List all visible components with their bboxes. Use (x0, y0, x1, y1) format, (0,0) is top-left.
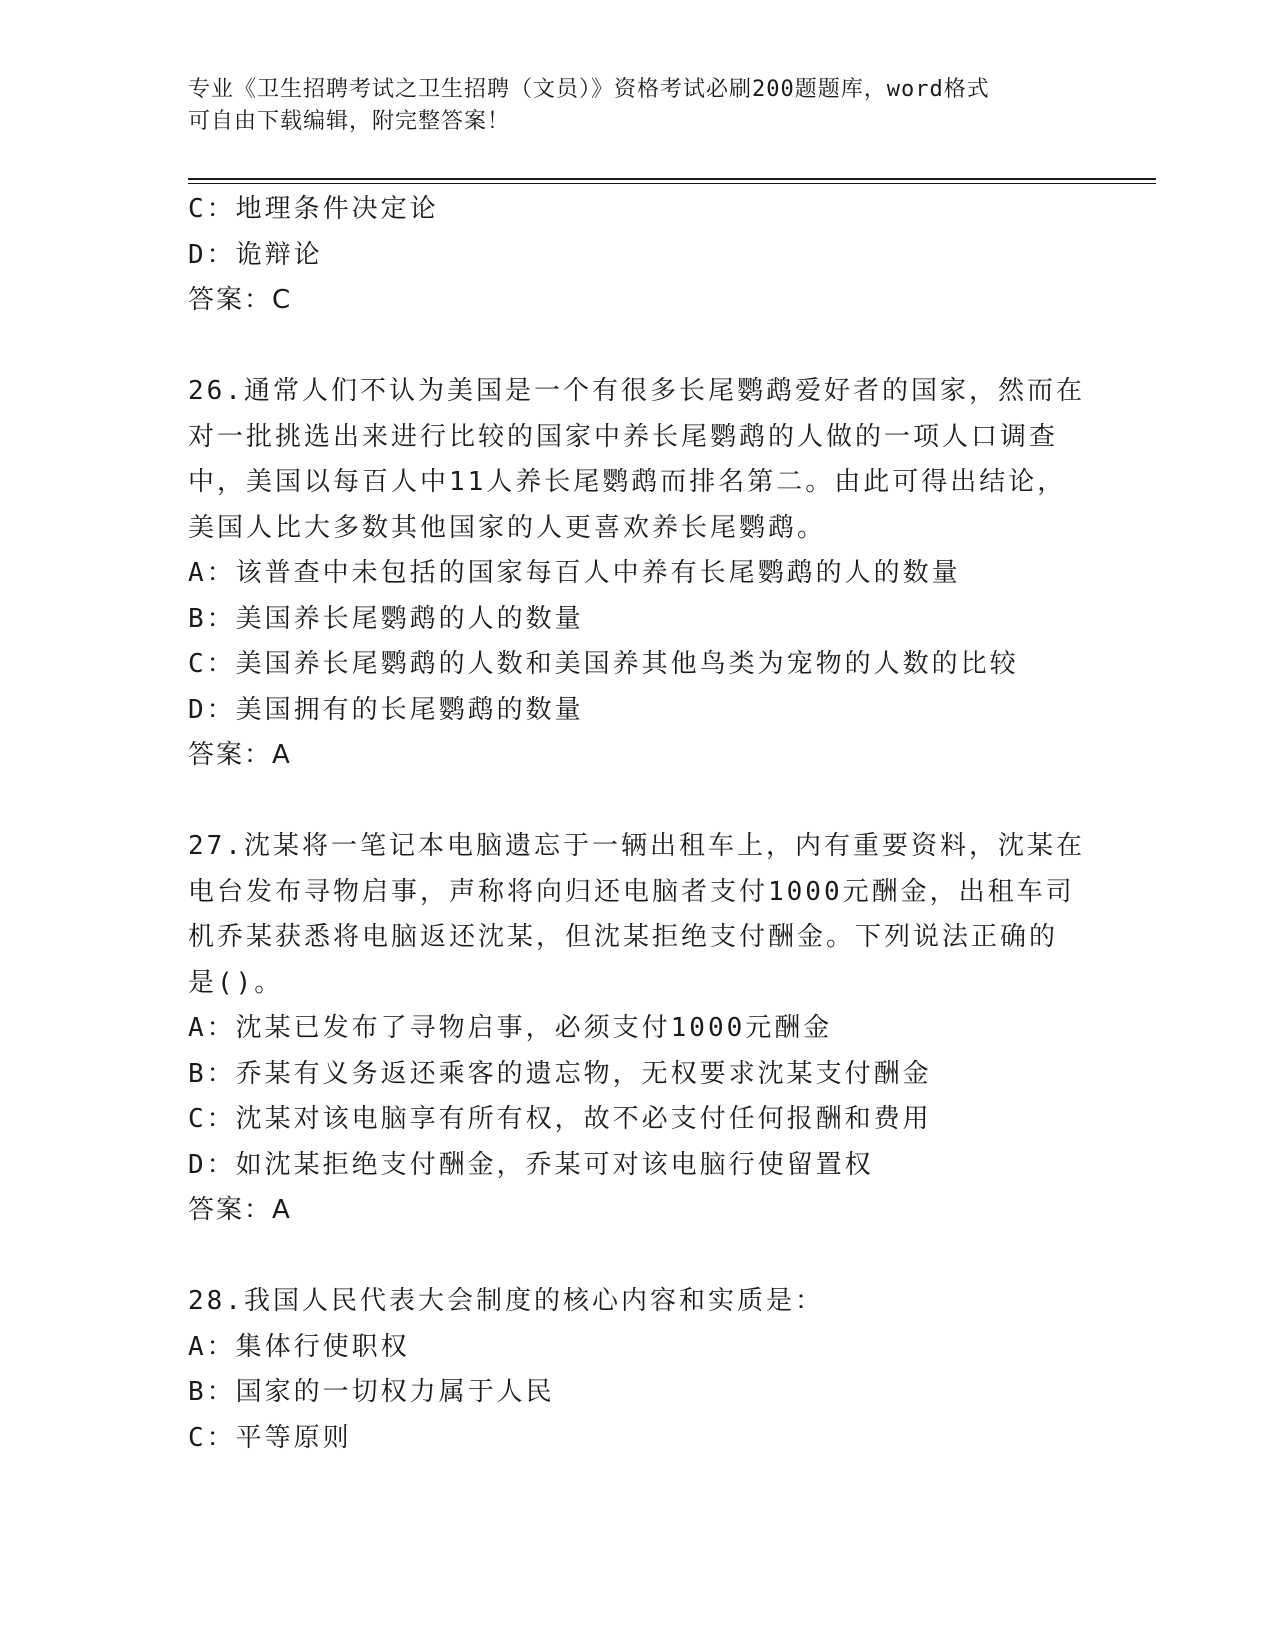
option-b: B：乔某有义务返还乘客的遗忘物，无权要求沈某支付酬金 (188, 1058, 932, 1089)
question-stem-line: 美国人比大多数其他国家的人更喜欢养长尾鹦鹉。 (188, 512, 827, 543)
question-stem-line: 26.通常人们不认为美国是一个有很多长尾鹦鹉爱好者的国家，然而在 (188, 376, 1085, 406)
option-a: A：集体行使职权 (188, 1331, 410, 1362)
option-a: A：沈某已发布了寻物启事，必须支付1000元酬金 (188, 1013, 833, 1043)
question-28 (188, 1279, 1088, 1461)
question-27 (188, 824, 1088, 1234)
option-c: C：地理条件决定论 (188, 194, 439, 224)
option-a: A：该普查中未包括的国家每百人中养有长尾鹦鹉的人的数量 (188, 558, 961, 588)
option-c: C：美国养长尾鹦鹉的人数和美国养其他鸟类为宠物的人数的比较 (188, 649, 1019, 679)
spacer (188, 779, 1088, 825)
question-stem-line: 对一批挑选出来进行比较的国家中养长尾鹦鹉的人做的一项人口调查 (188, 421, 1059, 452)
question-stem-line: 中，美国以每百人中11人养长尾鹦鹉而排名第二。由此可得出结论， (188, 467, 1067, 497)
option-b: B：美国养长尾鹦鹉的人的数量 (188, 603, 584, 634)
question-stem-line: 是()。 (188, 967, 284, 998)
header-line-1: 专业《卫生招聘考试之卫生招聘（文员）》资格考试必刷200题题库，word格式 (188, 77, 990, 102)
spacer (188, 1234, 1088, 1280)
option-d: D：诡辩论 (188, 239, 323, 270)
question-26 (188, 369, 1088, 779)
option-d: D：如沈某拒绝支付酬金，乔某可对该电脑行使留置权 (188, 1149, 874, 1180)
header-line-2: 可自由下载编辑，附完整答案！ (188, 109, 511, 134)
option-b: B：国家的一切权力属于人民 (188, 1377, 555, 1407)
question-stem-line: 电台发布寻物启事，声称将向归还电脑者支付1000元酬金，出租车司 (188, 876, 1075, 907)
answer-line: 答案：A (188, 1195, 292, 1225)
header-divider-thin (188, 183, 1156, 184)
document-header (188, 74, 1068, 138)
option-c: C：沈某对该电脑享有所有权，故不必支付任何报酬和费用 (188, 1104, 932, 1134)
spacer (188, 324, 1088, 370)
question-25-tail (188, 187, 1088, 324)
header-divider-thick (188, 178, 1156, 180)
question-stem-line: 机乔某获悉将电脑返还沈某，但沈某拒绝支付酬金。下列说法正确的 (188, 922, 1059, 952)
question-stem-line: 28.我国人民代表大会制度的核心内容和实质是： (188, 1286, 824, 1316)
question-list (188, 187, 1088, 1461)
option-d: D：美国拥有的长尾鹦鹉的数量 (188, 694, 584, 725)
question-stem-line: 27.沈某将一笔记本电脑遗忘于一辆出租车上，内有重要资料，沈某在 (188, 831, 1085, 861)
option-c: C：平等原则 (188, 1422, 352, 1453)
answer-line: 答案：A (188, 740, 292, 770)
answer-line: 答案：C (188, 285, 293, 315)
